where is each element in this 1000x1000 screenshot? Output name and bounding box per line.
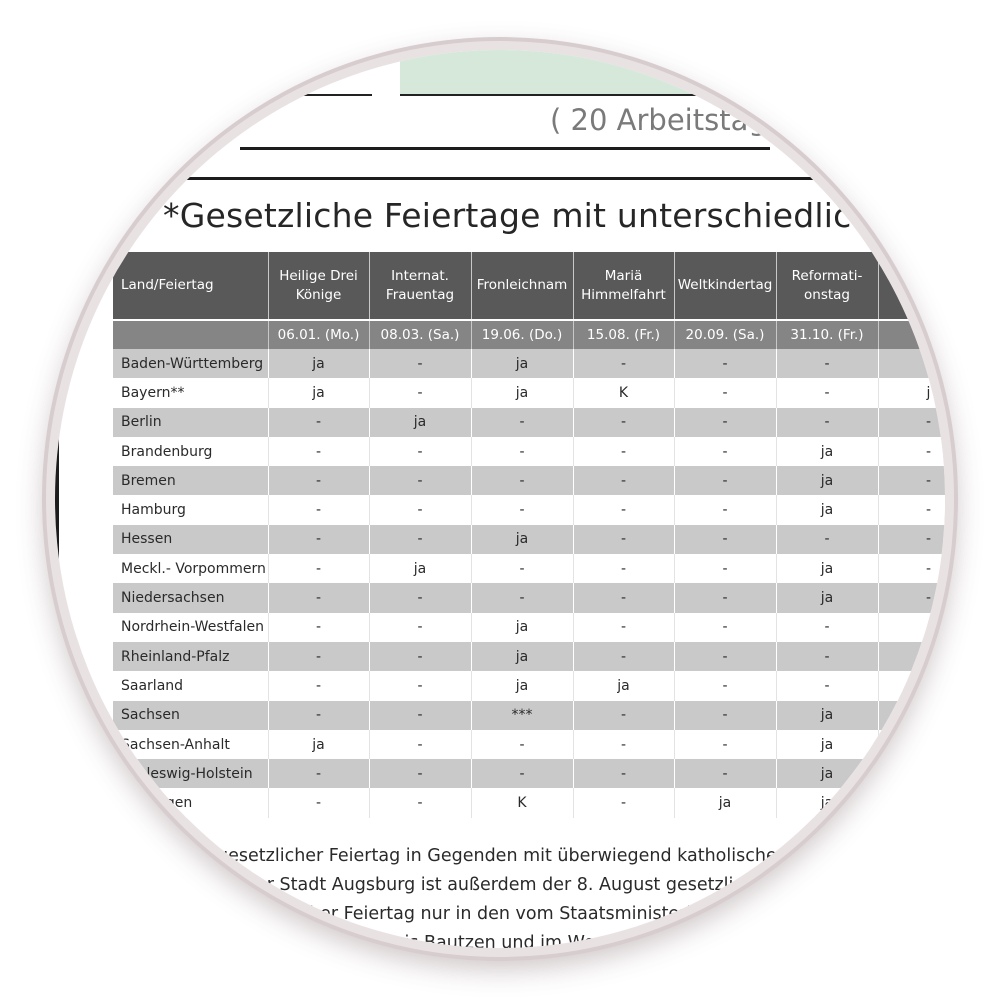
holiday-cell: - — [369, 525, 471, 554]
holiday-cell: ja — [674, 788, 776, 817]
holiday-cell: - — [674, 759, 776, 788]
holiday-cell: - — [471, 554, 573, 583]
column-header — [878, 252, 945, 320]
holiday-cell: - — [268, 525, 369, 554]
column-header: Internat. Frauentag — [369, 252, 471, 320]
table-row — [113, 408, 945, 437]
table-row — [113, 788, 945, 817]
holiday-cell: - — [674, 378, 776, 407]
document-page — [55, 50, 945, 948]
state-name: Meckl.- Vorpommern — [113, 554, 268, 583]
holiday-cell: - — [878, 495, 945, 524]
holiday-cell: - — [471, 730, 573, 759]
table-row — [113, 730, 945, 759]
holiday-cell: - — [878, 437, 945, 466]
state-name: Sachsen — [113, 701, 268, 730]
state-name: Hessen — [113, 525, 268, 554]
column-header: Mariä Himmelfahrt — [573, 252, 674, 320]
table-row — [113, 583, 945, 612]
holiday-cell: - — [369, 583, 471, 612]
holiday-cell: - — [268, 554, 369, 583]
table-row — [113, 613, 945, 642]
holiday-cell: - — [878, 525, 945, 554]
date-cell: 08.03. (Sa.) — [369, 320, 471, 349]
holiday-cell: - — [573, 408, 674, 437]
holiday-cell: - — [573, 525, 674, 554]
holiday-cell: ja — [776, 759, 878, 788]
state-name: Bremen — [113, 466, 268, 495]
holiday-cell — [878, 730, 945, 759]
state-name: Niedersachsen — [113, 583, 268, 612]
footnote-line: Gemeinden im Landkreis Bautzen und im Westlausitzkreis — [200, 933, 710, 948]
holiday-cell: - — [674, 466, 776, 495]
section-title: *Gesetzliche Feiertage mit unterschiedlichen — [163, 196, 915, 235]
holiday-cell: - — [674, 730, 776, 759]
holiday-cell: - — [674, 554, 776, 583]
holiday-cell: - — [878, 583, 945, 612]
section-divider — [55, 177, 815, 180]
holiday-cell: - — [471, 466, 573, 495]
holiday-cell: - — [878, 349, 945, 378]
table-row — [113, 525, 945, 554]
table-row — [113, 554, 945, 583]
holiday-cell: - — [369, 495, 471, 524]
table-row — [113, 437, 945, 466]
holiday-cell: ja — [268, 730, 369, 759]
highlight-cell — [400, 50, 820, 96]
holiday-cell: - — [573, 554, 674, 583]
holiday-cell: - — [268, 788, 369, 817]
footnote-line: ** In der Stadt Augsburg ist außerdem der 8. August gesetzlicher Feiertag — [200, 875, 850, 895]
holiday-cell: ja — [268, 378, 369, 407]
holiday-cell: K — [471, 788, 573, 817]
table-row — [113, 466, 945, 495]
holiday-cell: - — [268, 583, 369, 612]
column-header: Fronleichnam — [471, 252, 573, 320]
footnote-line: K gesetzlicher Feiertag in Gegenden mit überwiegend katholischer Bevölkerung — [200, 846, 899, 866]
date-cell: 01 — [878, 320, 945, 349]
holiday-cell — [878, 642, 945, 671]
holiday-cell: ja — [369, 554, 471, 583]
holiday-cell: - — [369, 759, 471, 788]
holiday-cell: ja — [776, 583, 878, 612]
holiday-cell: ja — [471, 378, 573, 407]
holiday-cell: - — [573, 788, 674, 817]
holiday-cell: - — [369, 788, 471, 817]
state-name: Schleswig-Holstein — [113, 759, 268, 788]
holiday-cell: - — [674, 525, 776, 554]
holiday-cell: - — [268, 437, 369, 466]
state-name: Sachsen-Anhalt — [113, 730, 268, 759]
holiday-cell: - — [878, 466, 945, 495]
date-row — [113, 320, 945, 349]
working-days-label: ( 20 Arbeitstag — [550, 103, 767, 137]
holiday-cell: j — [878, 378, 945, 407]
top-rule-right — [400, 94, 820, 96]
table-row — [113, 759, 945, 788]
holiday-cell: - — [776, 408, 878, 437]
holiday-cell: - — [573, 701, 674, 730]
magnifier-lens — [55, 50, 945, 948]
holiday-cell: ja — [471, 613, 573, 642]
holiday-cell: ja — [776, 495, 878, 524]
holiday-cell: - — [573, 349, 674, 378]
holiday-cell: ja — [776, 466, 878, 495]
column-header-land: Land/Feiertag — [113, 252, 268, 320]
holiday-cell: - — [369, 671, 471, 700]
holiday-cell: ja — [776, 788, 878, 817]
holiday-cell — [878, 788, 945, 817]
holiday-cell: - — [573, 583, 674, 612]
holiday-cell: - — [573, 437, 674, 466]
holiday-cell: ja — [471, 349, 573, 378]
table-row — [113, 701, 945, 730]
holiday-cell — [878, 759, 945, 788]
date-cell: 20.09. (Sa.) — [674, 320, 776, 349]
holiday-cell — [878, 701, 945, 730]
holiday-cell: - — [776, 349, 878, 378]
table-row — [113, 349, 945, 378]
holiday-cell: - — [471, 583, 573, 612]
state-name: Thüringen — [113, 788, 268, 817]
upper-divider — [240, 147, 770, 150]
holiday-cell: ja — [573, 671, 674, 700]
holiday-cell: ja — [471, 525, 573, 554]
holiday-cell: - — [471, 437, 573, 466]
holiday-cell: - — [674, 701, 776, 730]
holiday-cell: - — [268, 466, 369, 495]
holiday-cell: - — [369, 701, 471, 730]
holiday-cell: - — [573, 466, 674, 495]
holiday-cell: - — [573, 759, 674, 788]
holiday-cell: - — [471, 495, 573, 524]
column-header: Reformati- onstag — [776, 252, 878, 320]
holiday-cell: K — [573, 378, 674, 407]
holiday-cell: - — [573, 730, 674, 759]
holiday-cell: - — [268, 642, 369, 671]
holiday-cell: ja — [268, 349, 369, 378]
holiday-cell: ja — [776, 701, 878, 730]
state-name: Baden-Württemberg — [113, 349, 268, 378]
holiday-cell: ja — [776, 437, 878, 466]
state-name: Berlin — [113, 408, 268, 437]
holiday-cell: - — [776, 525, 878, 554]
table-row — [113, 642, 945, 671]
holiday-cell: - — [369, 730, 471, 759]
holiday-table — [113, 252, 945, 818]
column-header: Weltkindertag — [674, 252, 776, 320]
holiday-cell: - — [674, 613, 776, 642]
holiday-cell: - — [369, 378, 471, 407]
state-name: Rheinland-Pfalz — [113, 642, 268, 671]
holiday-cell: - — [369, 437, 471, 466]
top-rule-left — [60, 94, 372, 96]
table-row — [113, 378, 945, 407]
holiday-cell: - — [776, 642, 878, 671]
holiday-cell: - — [268, 408, 369, 437]
footnote-line: *** gesetzlicher Feiertag nur in den vom Staatsministerium des Innern bestimmten — [200, 904, 929, 924]
holiday-cell: - — [268, 671, 369, 700]
holiday-cell: - — [674, 583, 776, 612]
table-body — [113, 349, 945, 818]
holiday-cell: - — [776, 613, 878, 642]
holiday-cell: - — [471, 408, 573, 437]
footnotes — [200, 842, 929, 948]
holiday-cell: ja — [776, 730, 878, 759]
state-name: Nordrhein-Westfalen — [113, 613, 268, 642]
table-row — [113, 495, 945, 524]
holiday-cell: ja — [471, 671, 573, 700]
holiday-cell: - — [674, 408, 776, 437]
holiday-cell: ja — [471, 642, 573, 671]
holiday-cell — [878, 671, 945, 700]
holiday-cell: - — [674, 671, 776, 700]
holiday-cell: - — [369, 466, 471, 495]
table-row — [113, 671, 945, 700]
holiday-cell: - — [268, 495, 369, 524]
holiday-cell: - — [268, 759, 369, 788]
date-cell: 06.01. (Mo.) — [268, 320, 369, 349]
holiday-cell: - — [573, 495, 674, 524]
state-name: Brandenburg — [113, 437, 268, 466]
left-border-line — [55, 178, 59, 798]
state-name: Bayern** — [113, 378, 268, 407]
date-cell — [113, 320, 268, 349]
date-cell: 31.10. (Fr.) — [776, 320, 878, 349]
holiday-cell: - — [674, 437, 776, 466]
holiday-cell: ja — [369, 408, 471, 437]
state-name: Hamburg — [113, 495, 268, 524]
holiday-cell: - — [776, 671, 878, 700]
holiday-cell: - — [268, 701, 369, 730]
holiday-cell: - — [878, 408, 945, 437]
holiday-cell: - — [776, 378, 878, 407]
holiday-cell: ja — [776, 554, 878, 583]
holiday-cell — [878, 613, 945, 642]
holiday-cell: *** — [471, 701, 573, 730]
header-row — [113, 252, 945, 320]
date-cell: 15.08. (Fr.) — [573, 320, 674, 349]
holiday-cell: - — [674, 349, 776, 378]
holiday-cell: - — [573, 642, 674, 671]
column-header: Heilige Drei Könige — [268, 252, 369, 320]
date-cell: 19.06. (Do.) — [471, 320, 573, 349]
holiday-cell: - — [674, 642, 776, 671]
holiday-cell: - — [369, 613, 471, 642]
state-name: Saarland — [113, 671, 268, 700]
holiday-cell: - — [471, 759, 573, 788]
holiday-cell: - — [674, 495, 776, 524]
holiday-cell: - — [369, 349, 471, 378]
holiday-cell: - — [573, 613, 674, 642]
holiday-cell: - — [268, 613, 369, 642]
holiday-cell: - — [878, 554, 945, 583]
holiday-cell: - — [369, 642, 471, 671]
